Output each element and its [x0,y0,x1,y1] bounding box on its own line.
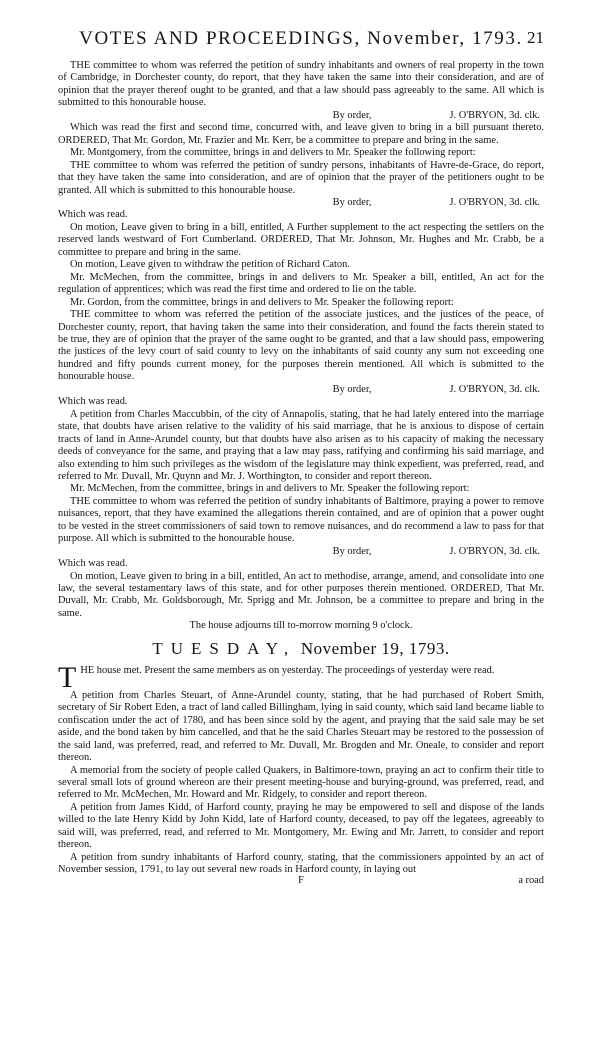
petition-maccubbin: A petition from Charles Maccubbin, of the city of Annapolis, stating, that he had lately entered into the marriage state, that doubts have arisen relative to the validity of his said marriage, that he is anxious to dispose of certain tracts of land in Anne-Arundel county, but that doubts have also arisen as to his capacity of making the necessary deeds of conveyance for the same, and praying that a law may pass, ratifying and confirming his said marriage, and also extending to him such privileges as the wisdom of the legislature may think expedient, was preferred, read, and referred to Mr. Duvall, Mr. Quynn and Mr. J. Worthington, to consider and report thereon. [58,408,544,482]
report-dorchester: THE committee to whom was referred the petition of the associate justices, and the justices of the peace, of Dorchester county, report, that having taken the same into their consideration, and found the facts therein stated to be true, they are of opinion that the prayer of the same ought to be granted, and that a law should pass, empowering the justices of the levy court of said county to levy on the inhabitants of said county any sum not exceeding one hundred and fifty pounds current money, for the purposes therein mentioned. All which is submitted to the honourable house. [58,309,544,383]
paragraph: Which was read the first and second time, concurred with, and leave given to bring in a bill pursuant thereto. ORDERED, That Mr. Gordon, Mr. Frazier and Mr. Kerr, be a committee to prepare and bring in the same. [58,122,544,146]
paragraph: On motion, Leave given to withdraw the petition of Richard Caton. [70,259,350,271]
paragraph: On motion, Leave given to bring in a bill, entitled, A Further supplement to the act respecting the settlers on the reserved lands westward of Fort Cumberland. ORDERED, That Mr. Johnson, Mr. Hughes and Mr. Crabb, be a committee to prepare and bring in the same. [58,221,544,258]
clerk-name: J. O'BRYON, 3d. clk. [449,545,540,557]
paragraph: Mr. Montgomery, from the committee, brings in and delivers to Mr. Speaker the following report: [70,147,476,159]
by-order: By order, [332,196,372,208]
adjournment-line: The house adjourns till to-morrow morning 9 o'clock. [189,620,413,632]
memorial-quakers: A memorial from the society of people called Quakers, in Baltimore-town, praying an act to confirm their title to several small lots of ground whereon are their present meeting-house and burying-ground, was preferred, read, and referred to Mr. McMechen, Mr. Howard and Mr. Ridgely, to consider and report thereon. [58,764,544,801]
day-date: November 19, 1793. [300,638,450,658]
signature-line [58,197,544,209]
report-havre-de-grace: THE committee to whom was referred the petition of sundry persons, inhabitants of Havre-de-Grace, do report, that they have taken the same into consideration, and are of opinion that the prayer of the petitioners ought to be granted. All which is submitted to this honourable house. [58,159,544,196]
clerk-name: J. O'BRYON, 3d. clk. [449,196,540,208]
clerk-name: J. O'BRYON, 3d. clk. [449,383,540,395]
petition-kidd: A petition from James Kidd, of Harford county, praying he may be empowered to sell and dispose of the lands willed to the late Henry Kidd by John Kidd, late of Harford county, deceased, to pay off the legatees, agreeably to said will, was preferred, read, and referred to Mr. Montgomery, Mr. Ewing and Mr. Jarrett, to consider and report thereon. [58,801,544,851]
page-number: 21 [527,28,544,47]
paragraph: Mr. McMechen, from the committee, brings in and delivers to Mr. Speaker the following report: [70,483,470,495]
petition-harford: A petition from sundry inhabitants of Harford county, stating, that the commissioners appointed by an act of November session, 1791, to lay out several new roads in Harford county, in laying out [58,851,544,876]
house-met-paragraph [58,660,544,694]
paragraph: Which was read. [58,396,128,408]
petition-steuart: A petition from Charles Steuart, of Anne-Arundel county, stating, that he had purchased of Robert Smith, secretary of Sir Robert Eden, a tract of land called Billingham, lying in said county, which said land became liable to confiscation under the act of 1780, and has been since sold by the agent, and praying that the said sale may be set aside, and the bond taken by him cancelled, and that he the said Charles Steuart may be restored to the possession of the said land, was preferred, read, and referred to Mr. Duvall, Mr. Brogden and Mr. Oneale, to consider and report thereon. [58,689,544,764]
by-order: By order, [332,545,372,557]
running-header [58,22,544,60]
report-cambridge: THE committee to whom was referred the petition of sundry inhabitants and owners of real property in the town of Cambridge, in Dorchester county, do report, that they have taken the same into their consideration, and are of opinion that the prayer thereof ought to be granted, and that a law should pass agreeably to the same. All which is submitted to this honourable house. [58,60,544,109]
header-title: VOTES AND PROCEEDINGS, November, 1793. [79,28,523,49]
signature-line [58,546,544,558]
signature-line [58,384,544,396]
by-order: By order, [332,109,372,121]
paragraph: Which was read. [58,209,128,221]
clerk-name: J. O'BRYON, 3d. clk. [449,109,540,121]
day-heading [58,639,544,659]
paragraph: Mr. Gordon, from the committee, brings in and delivers to Mr. Speaker the following report: [70,296,454,308]
by-order: By order, [332,383,372,395]
paragraph: Mr. McMechen, from the committee, brings in and delivers to Mr. Speaker a bill, entitled, An act for the regulation of apprentices; which was read the first time and ordered to lie on the table. [58,271,544,296]
catchword: a road [518,875,544,887]
signature-line [58,110,544,122]
drop-cap: T [58,660,77,694]
paragraph: Which was read. [58,558,128,570]
day-weekday: TUESDAY, [152,638,297,658]
house-met-text: HE house met. Present the same members as on yesterday. The proceedings of yesterday were read. [80,664,495,676]
signature-mark: F [298,874,304,886]
report-baltimore: THE committee to whom was referred the petition of sundry inhabitants of Baltimore, praying a power to remove nuisances, report, that they have examined the allegations therein contained, and are of opinion that a power ought to be vested in the street commissioners of said town to remove nuisances, and do recommend a law to pass for that purpose. All which is submitted to the honourable house. [58,495,544,545]
paragraph: On motion, Leave given to bring in a bill, entitled, An act to methodise, arrange, amend, and consolidate into one law, the several testamentary laws of this state, and for other purposes therein mentioned. ORDERED, That Mr. Duvall, Mr. Crabb, Mr. Goldsborough, Mr. Sprigg and Mr. Johnson, be a committee to prepare and bring in the same. [58,570,544,619]
